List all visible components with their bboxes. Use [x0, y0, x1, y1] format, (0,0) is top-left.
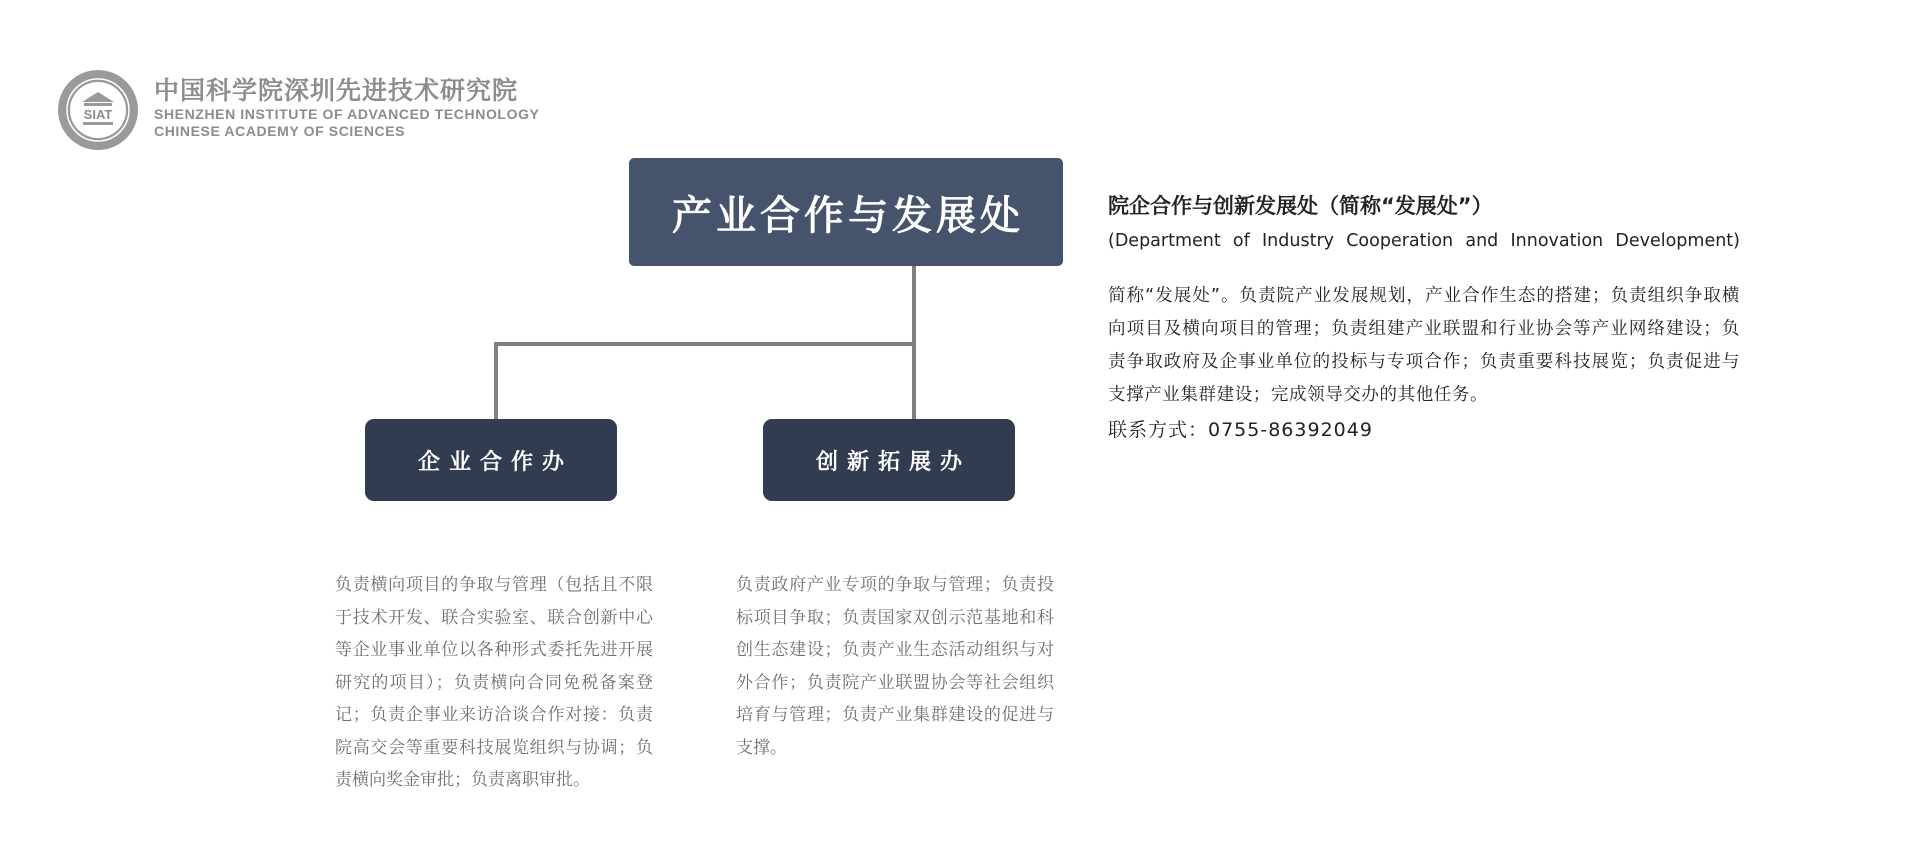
child-description-innovation: 负责政府产业专项的争取与管理；负责投标项目争取；负责国家双创示范基地和科创生态建设；负责产业生态活动组织与对外合作；负责院产业联盟协会等社会组织培育与管理；负责产业集群建设的促进与支撑。: [736, 575, 1054, 758]
child-node-label: 创新拓展办: [815, 449, 971, 475]
department-contact: 联系方式：0755-86392049: [1108, 419, 1373, 441]
child-node-box-innovation: [763, 419, 1015, 501]
department-info: [1108, 190, 1740, 447]
org-name-en-line1: SHENZHEN INSTITUTE OF ADVANCED TECHNOLOGY: [154, 106, 540, 122]
department-description: 简称“发展处”。负责院产业发展规划，产业合作生态的搭建；负责组织争取横向项目及横向项目的管理；负责组建产业联盟和行业协会等产业网络建设；负责争取政府及企事业单位的投标与专项合作；负责重要科技展览；负责促进与支撑产业集群建设；完成领导交办的其他任务。: [1108, 286, 1740, 405]
org-name-en-line2: CHINESE ACADEMY OF SCIENCES: [154, 123, 406, 139]
root-node-label: 产业合作与发展处: [672, 192, 1024, 239]
org-name-cn: 中国科学院深圳先进技术研究院: [154, 76, 519, 105]
department-title: 院企合作与创新发展处（简称“发展处”）: [1108, 194, 1493, 218]
child-node-label: 企业合作办: [417, 449, 573, 475]
root-node-box: [629, 158, 1063, 266]
child-description-enterprise: 负责横向项目的争取与管理（包括且不限于技术开发、联合实验室、联合创新中心等企业事业单位以各种形式委托先进开展研究的项目）；负责横向合同免税备案登记；负责企事业来访洽谈合作对接：负责院高交会等重要科技展览组织与协调；负责横向奖金审批；负责离职审批。: [335, 575, 653, 790]
department-title-en: (Department of Industry Cooperation and Innovation Development): [1108, 231, 1740, 251]
logo-badge-text: SIAT: [83, 107, 113, 122]
child-node-box-enterprise: [365, 419, 617, 501]
